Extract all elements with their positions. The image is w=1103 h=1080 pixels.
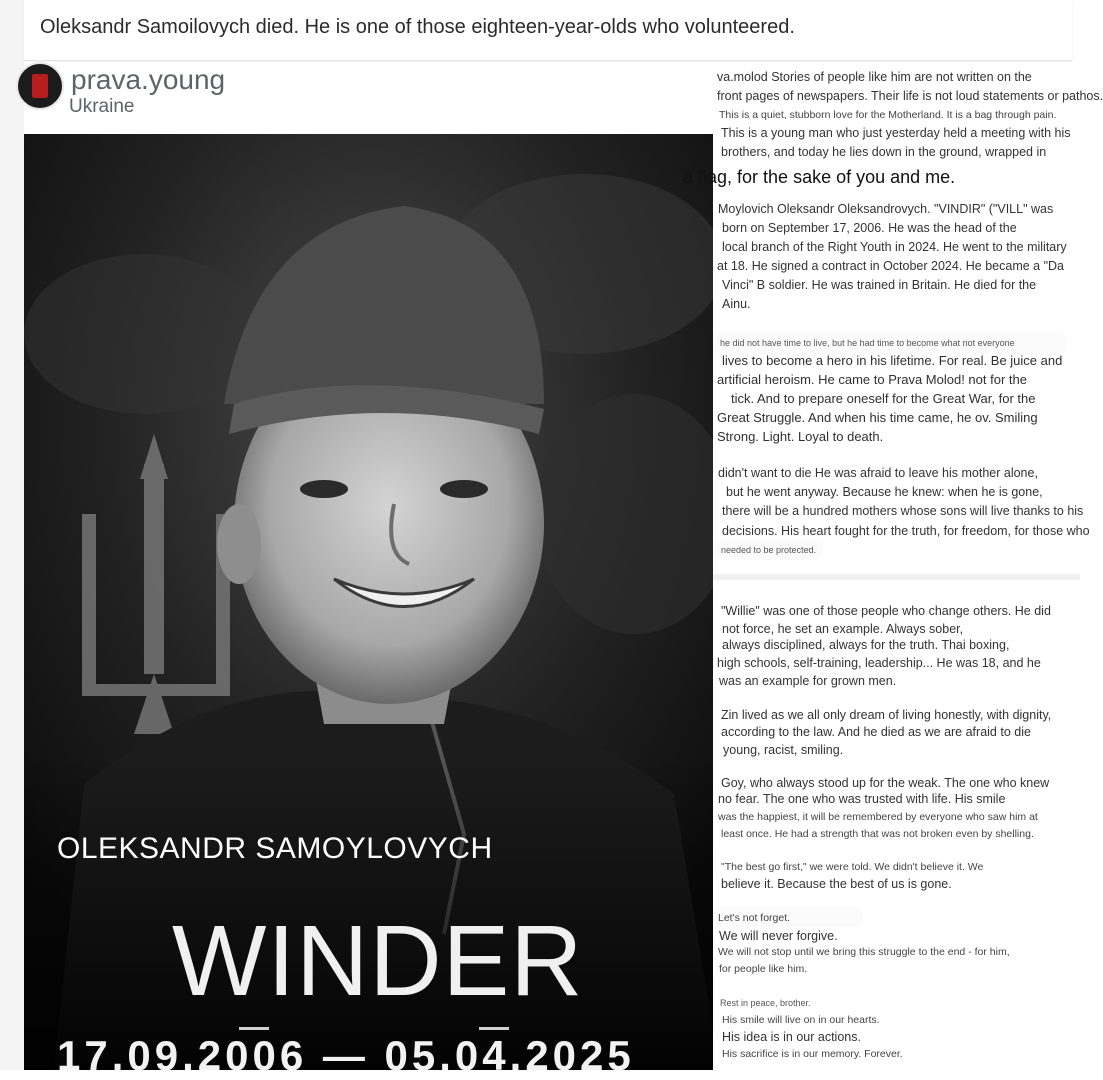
caption-line: "The best go first," we were told. We didn't believe it. We bbox=[721, 861, 984, 873]
account-location: Ukraine bbox=[69, 96, 135, 117]
caption-line: This is a quiet, stubborn love for the Motherland. It is a bag through pain. bbox=[719, 109, 1057, 121]
caption-line: least once. He had a strength that was not broken even by shelling. bbox=[721, 828, 1034, 840]
caption-line: but he went anyway. Because he knew: when he is gone, bbox=[726, 485, 1043, 499]
caption-line: there will be a hundred mothers whose sons will live thanks to his bbox=[722, 504, 1084, 518]
left-margin bbox=[0, 0, 24, 1070]
caption-line: didn't want to die He was afraid to leave his mother alone, bbox=[718, 466, 1038, 480]
caption-line: not force, he set an example. Always sober, bbox=[722, 622, 964, 636]
decorative-dash bbox=[479, 1027, 509, 1030]
post-header bbox=[24, 62, 720, 134]
divider bbox=[713, 574, 1080, 580]
caption-line: born on September 17, 2006. He was the head of the bbox=[722, 221, 1017, 235]
memorial-name: OLEKSANDR SAMOYLOVYCH bbox=[57, 832, 493, 865]
caption-line: Moylovich Oleksandr Oleksandrovych. "VINDIR" ("VILL" was bbox=[718, 202, 1054, 216]
memorial-photo bbox=[24, 134, 720, 1079]
caption-line: Ainu. bbox=[722, 297, 751, 311]
caption-line: "Willie" was one of those people who change others. He did bbox=[721, 604, 1051, 618]
caption-line: was an example for grown men. bbox=[719, 674, 897, 688]
caption-line: a flag, for the sake of you and me. bbox=[683, 167, 956, 187]
caption-line: Great Struggle. And when his time came, he ov. Smiling bbox=[717, 410, 1038, 425]
caption-line: tick. And to prepare oneself for the Great War, for the bbox=[731, 391, 1036, 406]
caption-line: Let's not forget. bbox=[718, 912, 791, 924]
caption-line: lives to become a hero in his lifetime. For real. Be juice and bbox=[722, 353, 1063, 368]
caption-line: local branch of the Right Youth in 2024. He went to the military bbox=[722, 240, 1067, 254]
caption-line: young, racist, smiling. bbox=[723, 743, 844, 757]
caption-line: His smile will live on in our hearts. bbox=[722, 1014, 880, 1026]
trident-logo-icon bbox=[16, 62, 64, 110]
caption-line: front pages of newspapers. Their life is not loud statements or pathos. bbox=[717, 89, 1103, 103]
memorial-dates: 17.09.2006 — 05.04.2025 bbox=[57, 1032, 635, 1079]
caption-line: Rest in peace, brother. bbox=[720, 998, 811, 1008]
caption-line: We will never forgive. bbox=[719, 929, 838, 943]
caption-line: Zin lived as we all only dream of living honestly, with dignity, bbox=[721, 708, 1052, 722]
caption-line: va.molod Stories of people like him are not written on the bbox=[717, 70, 1032, 84]
account-name[interactable]: prava.young bbox=[71, 64, 226, 95]
caption-line: at 18. He signed a contract in October 2024. He became a "Da bbox=[717, 259, 1064, 273]
caption-line: We will not stop until we bring this struggle to the end - for him, bbox=[718, 946, 1010, 958]
caption-line: Strong. Light. Loyal to death. bbox=[717, 429, 884, 444]
caption-line: according to the law. And he died as we are afraid to die bbox=[721, 725, 1031, 739]
memorial-callsign: WINDER bbox=[172, 905, 584, 1017]
caption-line: decisions. His heart fought for the truth, for freedom, for those who bbox=[722, 524, 1090, 538]
account-avatar[interactable] bbox=[24, 62, 58, 122]
caption-line: high schools, self-training, leadership... He was 18, and he bbox=[717, 656, 1041, 670]
caption-line: Goy, who always stood up for the weak. The one who knew bbox=[721, 776, 1050, 790]
caption-line: This is a young man who just yesterday held a meeting with his bbox=[721, 126, 1071, 140]
headline-text: Oleksandr Samoilovych died. He is one of those eighteen-year-olds who volunteered. bbox=[40, 16, 795, 38]
caption-line: always disciplined, always for the truth. Thai boxing, bbox=[722, 638, 1010, 652]
caption-line: His idea is in our actions. bbox=[722, 1030, 861, 1044]
headline-bar bbox=[24, 0, 1072, 61]
caption-line: for people like him. bbox=[719, 963, 808, 975]
caption-line: believe it. Because the best of us is gone. bbox=[721, 877, 952, 891]
decorative-dash bbox=[239, 1027, 269, 1030]
caption-line: His sacrifice is in our memory. Forever. bbox=[722, 1048, 903, 1060]
caption-line: brothers, and today he lies down in the ground, wrapped in bbox=[721, 145, 1047, 159]
caption-line: artificial heroism. He came to Prava Molod! not for the bbox=[717, 372, 1027, 387]
caption-line: he did not have time to live, but he had time to become what not everyone bbox=[720, 338, 1015, 348]
caption-line: needed to be protected. bbox=[721, 545, 817, 555]
caption-line: was the happiest, it will be remembered by everyone who saw him at bbox=[718, 811, 1038, 823]
caption-panel bbox=[683, 62, 1103, 1070]
caption-line: no fear. The one who was trusted with life. His smile bbox=[718, 792, 1006, 806]
caption-line: Vinci" B soldier. He was trained in Britain. He died for the bbox=[722, 278, 1037, 292]
